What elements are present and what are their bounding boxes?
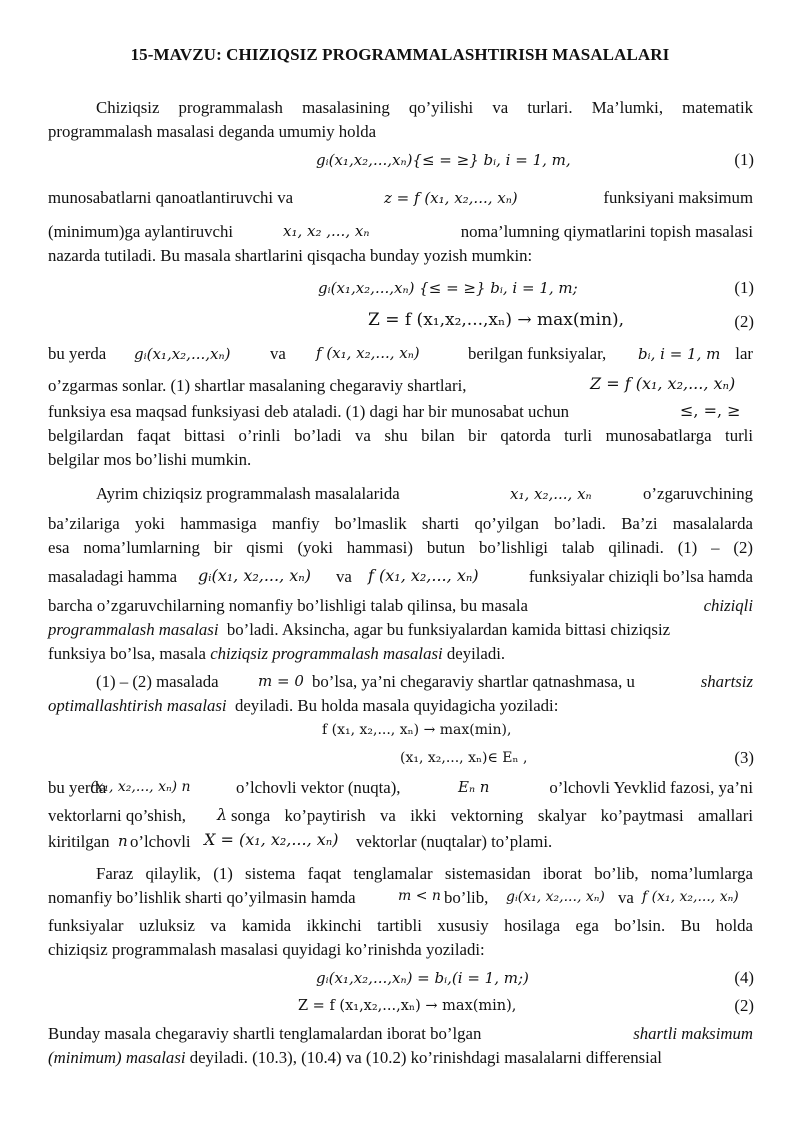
text-line: kiritilgan	[48, 832, 110, 851]
text-line: lar	[735, 344, 753, 363]
equation-number: (3)	[734, 748, 754, 767]
text-line	[680, 670, 753, 694]
formula-m0: m = 0	[258, 672, 304, 690]
formula-m-lt-n: m < n	[398, 888, 441, 904]
formula-x2: x₁, x₂,..., xₙ	[510, 485, 592, 503]
text-line: barcha o’zgaruvchilarning nomanfiy bo’lishligi talab qilinsa, bu masala	[48, 596, 528, 615]
text-span: bo’ladi. Aksincha, agar bu funksiyalardan kamida bittasi chiziqsiz	[226, 620, 671, 639]
emphasis: (minimum) masalasi	[48, 1048, 186, 1067]
text-span: munosabatlarni qanoatlantiruvchi va	[48, 188, 294, 207]
text-line: o’lchovli Yevklid fazosi, ya’ni	[549, 778, 753, 797]
formula-n: n	[118, 832, 128, 850]
text-line: bo’lib,	[444, 888, 489, 907]
text-line: bu yerda	[48, 344, 107, 363]
formula-1b: gᵢ(x₁,x₂,...,xₙ) {≤ = ≥} bᵢ, i = 1, m;	[318, 279, 578, 297]
equation-number: (2)	[734, 996, 754, 1015]
formula-f3: f (x₁, x₂,..., xₙ)	[642, 889, 739, 905]
text-line: o’lchovli	[130, 832, 191, 851]
formula-g2: gᵢ(x₁, x₂,..., xₙ)	[198, 566, 312, 585]
text-line: va	[618, 888, 634, 907]
text-line: (1) – (2) masalada	[96, 672, 219, 691]
text-line: Ayrim chiziqsiz programmalash masalalarida	[96, 484, 400, 503]
formula-relations: ≤, =, ≥	[680, 401, 741, 420]
text-line: funksiyalar uzluksiz va kamida ikkinchi tartibli xususiy hosilaga ega bo’lsin. Bu holda	[48, 916, 753, 935]
text-line: esa noma’lumlarning bir qismi (yoki hammasi) butun bo’lishligi talab qilinadi. (1) – (2)	[48, 538, 753, 557]
formula-g3: gᵢ(x₁, x₂,..., xₙ)	[506, 889, 605, 905]
text-line: Chiziqsiz programmalash masalasining qo’yilishi va turlari. Ma’lumki, matematik	[96, 98, 753, 117]
text-line	[48, 694, 753, 718]
emphasis: chiziqsiz programmalash masalasi	[210, 644, 443, 663]
formula-3a: f (x₁, x₂,..., xₙ) → max(min),	[322, 722, 512, 738]
formula-b: bᵢ, i = 1, m	[638, 345, 721, 363]
formula-Z: Z = f (x₁, x₂,..., xₙ)	[590, 374, 736, 393]
formula-1: gᵢ(x₁,x₂,...,xₙ){≤ = ≥} bᵢ, i = 1, m,	[316, 151, 571, 169]
formula-g: gᵢ(x₁,x₂,...,xₙ)	[134, 345, 231, 363]
equation-number: (2)	[734, 312, 754, 331]
text-line: songa ko’paytirish va ikki vektorning skalyar ko’paytmasi amallari	[231, 806, 753, 825]
text-line: funksiya esa maqsad funksiyasi deb ataladi. (1) dagi har bir munosabat uchun	[48, 402, 570, 421]
text-line: programmalash masalasi deganda umumiy holda	[48, 122, 377, 141]
text-line: vektorlarni qo’shish,	[48, 806, 186, 825]
text-line: o’lchovli vektor (nuqta),	[236, 778, 401, 797]
emphasis: programmalash masalasi	[48, 620, 219, 639]
emphasis: shartsiz	[700, 672, 753, 691]
text-line: Bunday masala chegaraviy shartli tenglamalardan iborat bo’lgan	[48, 1024, 482, 1043]
page-title: 15-MAVZU: CHIZIQSIZ PROGRAMMALASHTIRISH MASALALARI	[130, 45, 670, 64]
text-line	[48, 642, 753, 666]
text-span: deyiladi.	[446, 644, 506, 663]
text-line: vektorlar (nuqtalar) to’plami.	[356, 832, 553, 851]
formula-3b: (x₁, x₂,..., xₙ)∈ Eₙ ,	[400, 750, 528, 766]
text-line: belgilar mos bo’lishi mumkin.	[48, 450, 252, 469]
text-line	[690, 594, 753, 618]
text-line: nomanfiy bo’lishlik sharti qo’yilmasin hamda	[48, 888, 356, 907]
formula-vector: (x₁, x₂,..., xₙ) n	[90, 779, 191, 795]
text-line	[48, 618, 753, 642]
text-line: (minimum)ga aylantiruvchi	[48, 222, 234, 241]
text-line: Faraz qilaylik, (1) sistema faqat tenglamalar sistemasidan iborat bo’lib, noma’lumlarga	[96, 864, 753, 883]
text-line	[606, 1022, 753, 1046]
text-line: funksiyani maksimum	[603, 188, 753, 207]
text-line: va	[270, 344, 286, 363]
formula-4: gᵢ(x₁,x₂,...,xₙ) = bᵢ,(i = 1, m;)	[316, 969, 529, 987]
text-line: chiziqsiz programmalash masalasi quyidagi ko’rinishda yoziladi:	[48, 940, 485, 959]
equation-number: (1)	[734, 278, 754, 297]
text-line: noma’lumning qiymatlarini topish masalasi	[460, 222, 753, 241]
formula-f2: f (x₁, x₂,..., xₙ)	[368, 566, 479, 585]
text-line: masaladagi hamma	[48, 567, 178, 586]
formula-z: z = f (x₁, x₂,..., xₙ)	[384, 189, 518, 207]
text-line	[48, 1046, 753, 1070]
formula-En: Eₙ n	[458, 778, 490, 796]
text-span: deyiladi. (10.3), (10.4) va (10.2) ko’rinishdagi masalalarni differensial	[189, 1048, 662, 1067]
formula-X: X = (x₁, x₂,..., xₙ)	[204, 830, 339, 849]
text-line: funksiyalar chiziqli bo’lsa hamda	[528, 567, 753, 586]
equation-number: (4)	[734, 968, 754, 987]
text-line: berilgan funksiyalar,	[468, 344, 607, 363]
formula-x: x₁, x₂ ,..., xₙ	[283, 222, 370, 240]
text-span: deyiladi. Bu holda masala quyidagicha yoziladi:	[234, 696, 559, 715]
text-line: belgilardan faqat bittasi o’rinli bo’ladi va shu bilan bir qatorda turli munosabatlarga turli	[48, 426, 753, 445]
formula-f: f (x₁, x₂,..., xₙ)	[316, 344, 420, 362]
text-span: funksiya bo’lsa, masala	[48, 644, 206, 663]
text-line: o’zgaruvchining	[643, 484, 753, 503]
text-line: va	[336, 567, 352, 586]
emphasis: chiziqli	[703, 596, 753, 615]
text-line: nazarda tutiladi. Bu masala shartlarini qisqacha bunday yozish mumkin:	[48, 246, 533, 265]
text-line: o’zgarmas sonlar. (1) shartlar masalaning chegaraviy shartlari,	[48, 376, 467, 395]
formula-lambda: λ	[217, 805, 228, 824]
text-line: ba’zilariga yoki hammasiga manfiy bo’lmaslik sharti qo’yilgan bo’ladi. Ba’zi masalalarda	[48, 514, 753, 533]
text-line: bu yerda	[48, 778, 107, 797]
formula-2b: Z = f (x₁,x₂,...,xₙ) → max(min),	[298, 998, 517, 1014]
text-line: bo’lsa, ya’ni chegaraviy shartlar qatnashmasa, u	[312, 672, 635, 691]
emphasis: shartli maksimum	[633, 1024, 753, 1043]
equation-number: (1)	[734, 150, 754, 169]
formula-2: Z = f (x₁,x₂,...,xₙ) → max(min),	[368, 310, 625, 330]
emphasis: optimallashtirish masalasi	[48, 696, 227, 715]
